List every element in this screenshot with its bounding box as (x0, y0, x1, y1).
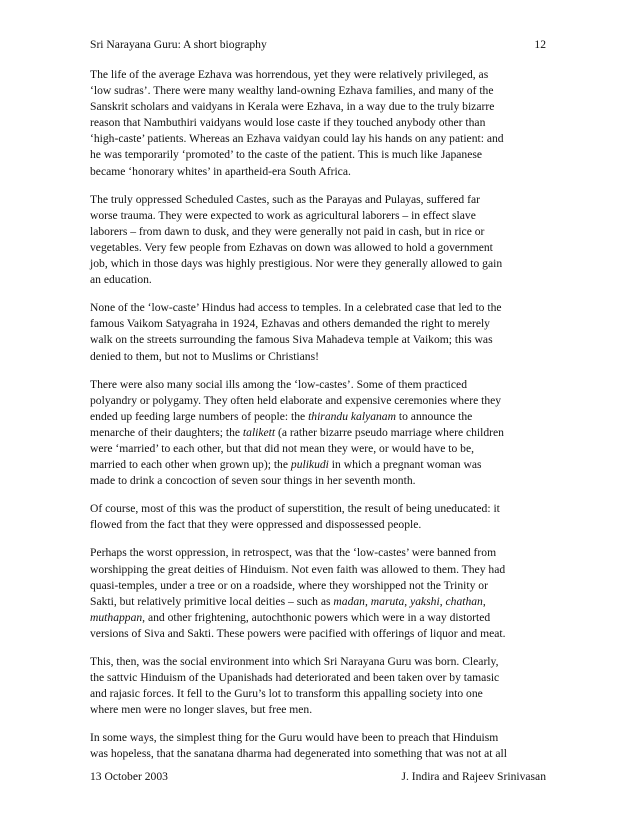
text-line: he was temporarily ‘promoted’ to the caste of the patient. This is much like Japanese (90, 148, 483, 162)
footer-authors: J. Indira and Rajeev Srinivasan (401, 770, 546, 783)
text-line: became ‘honorary whites’ in apartheid-era South Africa. (90, 164, 351, 178)
text-line: There were also many social ills among the ‘low-castes’. Some of them practiced (90, 377, 467, 391)
text-line: and rajasic forces. It fell to the Guru’s lot to transform this appalling society into one (90, 687, 483, 701)
text-line: the sattvic Hinduism of the Upanishads had deteriorated and been taken over by tamasic (90, 671, 500, 685)
italic-term: talikett (242, 425, 276, 439)
text-line: This, then, was the social environment into which Sri Narayana Guru was born. Clearly, (90, 655, 499, 668)
paragraph (90, 67, 546, 180)
italic-term: chathan (445, 594, 483, 608)
text-line: was hopeless, that the sanatana dharma had degenerated into something that was not at all (90, 747, 507, 761)
page-header (90, 38, 546, 54)
paragraph (90, 545, 546, 642)
italic-term: maruta (370, 594, 405, 608)
footer-date: 13 October 2003 (90, 770, 168, 783)
text-line: denied to them, but not to Muslims or Christians! (90, 349, 319, 363)
text-line: worse trauma. They were expected to work as agricultural laborers – in effect slave (90, 208, 476, 222)
text-line: vegetables. Very few people from Ezhavas on down was allowed to hold a government (90, 240, 493, 254)
text-line: menarche of their daughters; the talikett (a rather bizarre pseudo marriage where children (90, 425, 504, 439)
text-line: married to each other when grown up); the pulikudi in which a pregnant woman was (90, 458, 482, 472)
text-line: The life of the average Ezhava was horrendous, yet they were relatively privileged, as (90, 68, 489, 81)
text-line: famous Vaikom Satyagraha in 1924, Ezhavas and others demanded the right to merely (90, 317, 490, 331)
text-line: where men were no longer slaves, but free men. (90, 703, 313, 717)
text-line: The truly oppressed Scheduled Castes, such as the Parayas and Pulayas, suffered far (90, 192, 480, 206)
text-line: were ‘married’ to each other, but that did not mean they were, or would have to be, (90, 441, 475, 455)
italic-term: thirandu kalyanam (308, 409, 396, 423)
text-line: Sakti, but relatively primitive local deities – such as madan, maruta, yakshi, chathan, (90, 594, 486, 608)
text-line: reason that Nambuthiri vaidyans would lose caste if they touched anybody other than (90, 116, 486, 130)
text-line: ended up feeding large numbers of people: the thirandu kalyanam to announce the (90, 409, 473, 423)
text-line: quasi-temples, under a tree or on a roadside, where they worshipped not the Trinity or (90, 578, 488, 592)
paragraph (90, 192, 546, 289)
italic-term: muthappan (90, 610, 143, 624)
paragraph (90, 654, 546, 718)
text-line: laborers – from dawn to dusk, and they were generally not paid in cash, but in rice or (90, 224, 485, 238)
text-line: In some ways, the simplest thing for the Guru would have been to preach that Hinduism (90, 731, 499, 745)
italic-term: yakshi (410, 594, 440, 608)
text-line: worshipping the great deities of Hinduism. Not even faith was allowed to them. They had (90, 562, 506, 576)
text-line: made to drink a concoction of seven sour things in her seventh month. (90, 474, 416, 488)
text-line: Perhaps the worst oppression, in retrospect, was that the ‘low-castes’ were banned from (90, 546, 497, 560)
text-line: None of the ‘low-caste’ Hindus had access to temples. In a celebrated case that led to the (90, 301, 502, 315)
document-body (90, 67, 546, 775)
paragraph (90, 730, 546, 762)
paragraph (90, 377, 546, 490)
text-line: Sanskrit scholars and vaidyans in Kerala were Ezhava, in a way due to the truly bizarre (90, 100, 495, 114)
text-line: job, which in those days was highly prestigious. Nor were they generally allowed to gain (90, 257, 503, 271)
text-line: versions of Siva and Sakti. These powers were pacified with offerings of liquor and meat. (90, 626, 506, 640)
page-footer (90, 770, 546, 786)
text-line: ‘high-caste’ patients. Whereas an Ezhava vaidyan could lay his hands on any patient: and (90, 132, 504, 146)
italic-term: madan (333, 594, 365, 608)
text-line: muthappan, and other frightening, autochthonic powers which were in a way distorted (90, 610, 491, 624)
paragraph (90, 300, 546, 364)
header-title: Sri Narayana Guru: A short biography (90, 38, 267, 51)
paragraph (90, 501, 546, 533)
italic-term: pulikudi (290, 458, 329, 472)
text-line: ‘low sudras’. There were many wealthy land-owning Ezhava families, and many of the (90, 84, 494, 98)
text-line: flowed from the fact that they were oppressed and dispossessed people. (90, 518, 422, 532)
text-line: Of course, most of this was the product of superstition, the result of being uneducated: it (90, 502, 500, 516)
header-page-number: 12 (534, 38, 546, 51)
text-line: polyandry or polygamy. They often held elaborate and expensive ceremonies where they (90, 393, 502, 407)
text-line: an education. (90, 273, 152, 287)
text-line: walk on the streets surrounding the famous Siva Mahadeva temple at Vaikom; this was (90, 333, 493, 347)
